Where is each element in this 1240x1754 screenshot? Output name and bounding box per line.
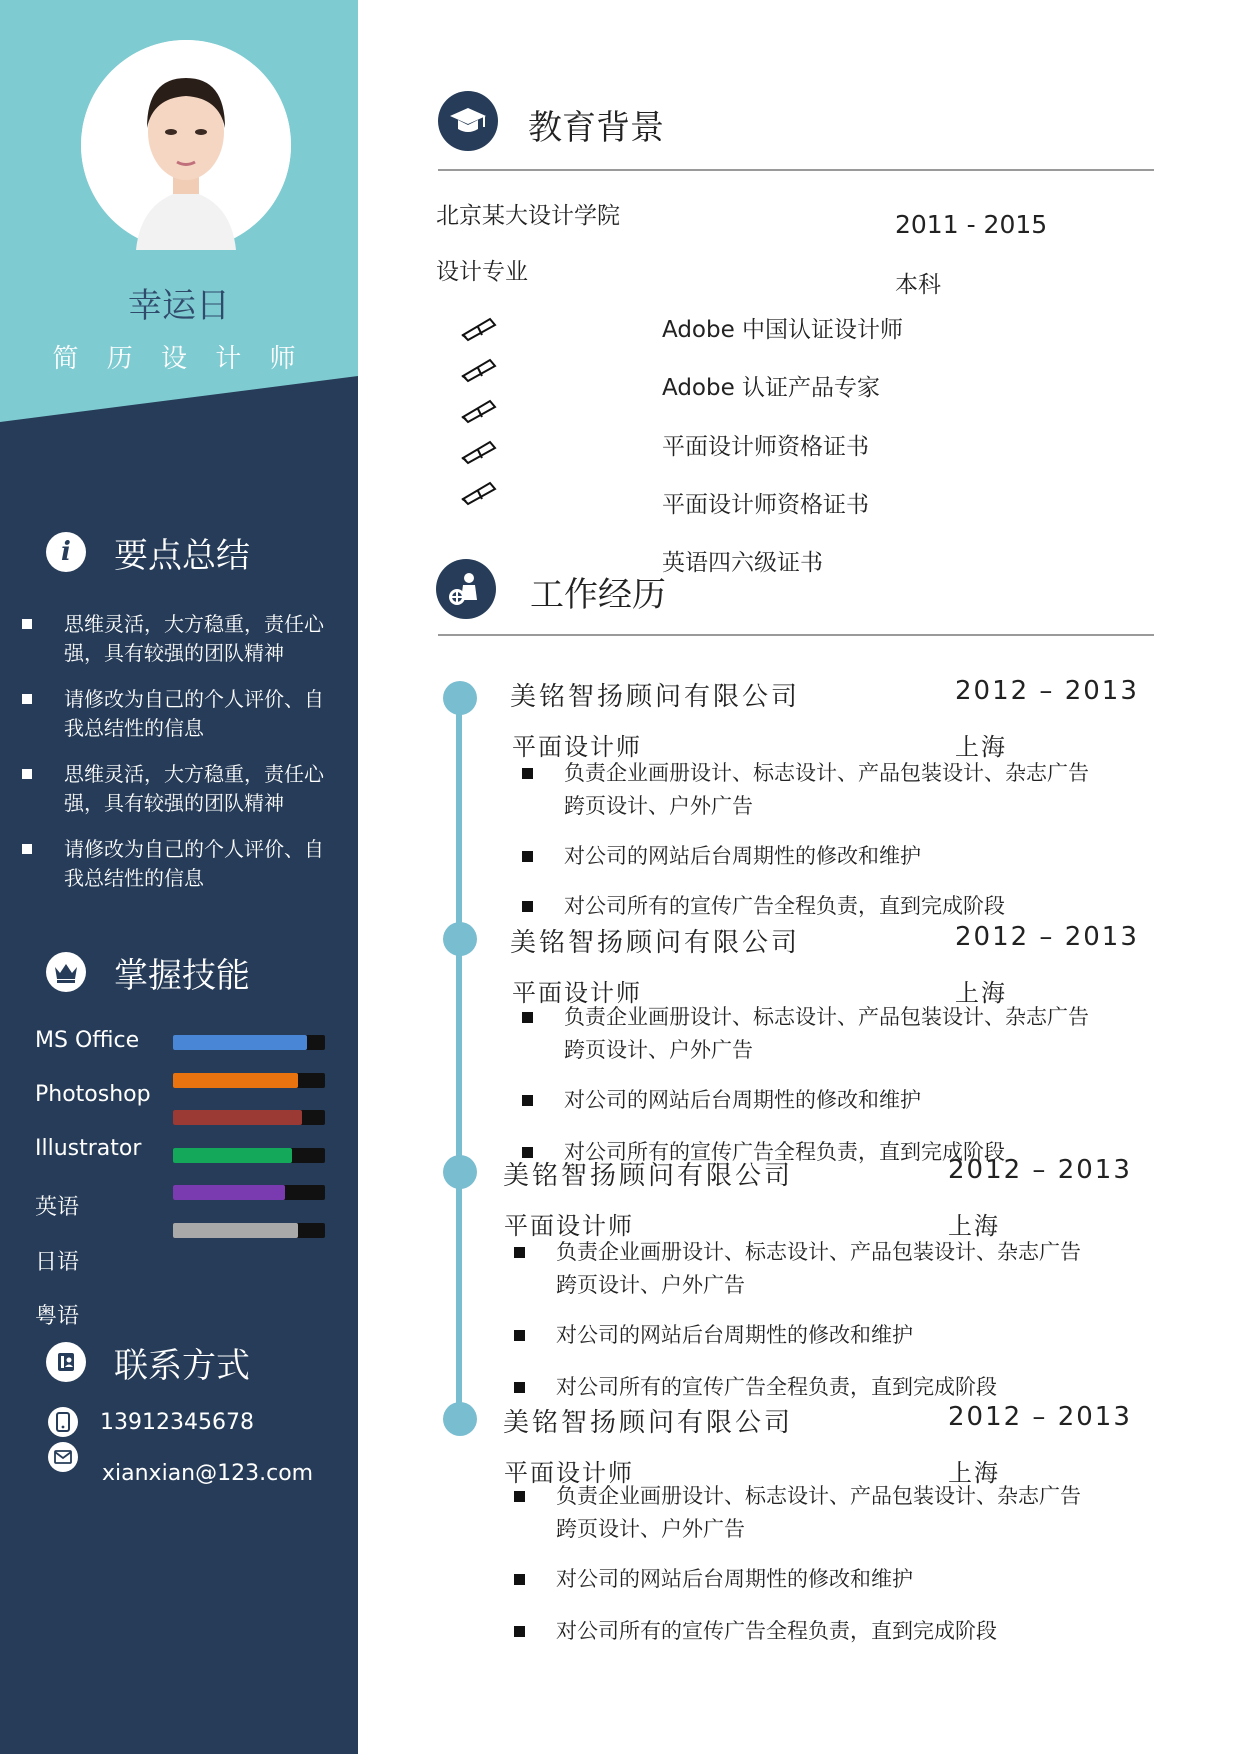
crown-icon — [46, 952, 86, 992]
work-heading: 工作经历 — [530, 575, 666, 615]
job-duties — [504, 1236, 1104, 1399]
job-company: 美铭智扬顾问有限公司 — [503, 1408, 794, 1438]
certificate-icon — [460, 313, 498, 341]
skill-bar-fill — [173, 1185, 285, 1200]
bullet-icon — [514, 1626, 525, 1637]
bullet-icon — [514, 1382, 525, 1393]
education-major: 设计专业 — [436, 259, 528, 285]
contact-heading-label: 联系方式 — [114, 1345, 250, 1386]
summary-item-text: 思维灵活，大方稳重，责任心强，具有较强的团队精神 — [64, 762, 324, 815]
duty-text: 对公司的网站后台周期性的修改和维护 — [564, 1088, 921, 1112]
certificate-icon — [460, 436, 498, 464]
summary-item-text: 请修改为自己的个人评价、自我总结性的信息 — [64, 687, 324, 740]
bullet-icon — [514, 1491, 525, 1502]
certificate-icon — [460, 395, 498, 423]
email-address[interactable]: xianxian@123.com — [102, 1460, 314, 1486]
certificate-label: 平面设计师资格证书 — [662, 492, 869, 518]
skill-bar — [173, 1148, 325, 1163]
profile-title: 简 历 设 计 师 — [52, 344, 306, 374]
job-role: 平面设计师 — [504, 1212, 634, 1240]
bullet-icon — [22, 619, 32, 629]
duty-text: 负责企业画册设计、标志设计、产品包装设计、杂志广告跨页设计、户外广告 — [556, 1240, 1081, 1297]
worker-icon — [436, 559, 496, 619]
skill-bar-fill — [173, 1073, 298, 1088]
skill-bar-fill — [173, 1110, 302, 1125]
job-city: 上海 — [948, 1212, 1000, 1240]
duty-text: 负责企业画册设计、标志设计、产品包装设计、杂志广告跨页设计、户外广告 — [564, 1005, 1089, 1062]
skill-label: MS Office — [35, 1028, 140, 1053]
duty-text: 对公司所有的宣传广告全程负责，直到完成阶段 — [556, 1619, 997, 1643]
phone-icon — [48, 1407, 78, 1437]
certificate-icon — [460, 354, 498, 382]
duty-text: 对公司所有的宣传广告全程负责，直到完成阶段 — [564, 894, 1005, 918]
job-company: 美铭智扬顾问有限公司 — [503, 1161, 794, 1191]
bullet-icon — [522, 1095, 533, 1106]
job-role: 平面设计师 — [512, 979, 642, 1007]
phone-number[interactable]: 13912345678 — [100, 1409, 254, 1435]
timeline-line — [456, 690, 462, 1420]
sidebar — [0, 0, 358, 1754]
duty-text: 对公司所有的宣传广告全程负责，直到完成阶段 — [556, 1375, 997, 1399]
duty-text: 负责企业画册设计、标志设计、产品包装设计、杂志广告跨页设计、户外广告 — [556, 1484, 1081, 1541]
job-duties — [512, 1001, 1112, 1164]
job-role: 平面设计师 — [504, 1459, 634, 1487]
job-company: 美铭智扬顾问有限公司 — [510, 928, 801, 958]
bullet-icon — [22, 844, 32, 854]
skill-bar — [173, 1073, 325, 1088]
timeline-dot — [443, 1155, 477, 1189]
job-duties — [512, 757, 1112, 918]
summary-item-text: 思维灵活，大方稳重，责任心强，具有较强的团队精神 — [64, 612, 324, 665]
email-row-text — [48, 1458, 313, 1488]
education-years: 2011 - 2015 — [895, 210, 1048, 239]
certificate-label: 英语四六级证书 — [662, 550, 823, 576]
job-years: 2012 – 2013 — [955, 676, 1139, 706]
job-years: 2012 – 2013 — [948, 1155, 1132, 1185]
timeline-dot — [443, 681, 477, 715]
job-city: 上海 — [955, 733, 1007, 761]
bullet-icon — [514, 1247, 525, 1258]
certificate-label: Adobe 中国认证设计师 — [662, 317, 904, 343]
skill-label: 日语 — [35, 1250, 80, 1275]
certificate-icon — [460, 477, 498, 505]
summary-item-text: 请修改为自己的个人评价、自我总结性的信息 — [64, 837, 324, 890]
skill-bar-fill — [173, 1148, 292, 1163]
profile-name: 幸运日 — [128, 286, 230, 326]
job-city: 上海 — [955, 979, 1007, 1007]
duty-text: 负责企业画册设计、标志设计、产品包装设计、杂志广告跨页设计、户外广告 — [564, 761, 1089, 818]
job-company: 美铭智扬顾问有限公司 — [510, 682, 801, 712]
skill-label: 英语 — [35, 1195, 80, 1220]
certificate-label: Adobe 认证产品专家 — [662, 375, 881, 401]
skills-heading-label: 掌握技能 — [114, 955, 250, 996]
skill-bar — [173, 1223, 325, 1238]
bullet-icon — [22, 769, 32, 779]
job-role: 平面设计师 — [512, 733, 642, 761]
bullet-icon — [522, 768, 533, 779]
duty-text: 对公司的网站后台周期性的修改和维护 — [556, 1567, 913, 1591]
education-degree: 本科 — [895, 272, 941, 298]
bullet-icon — [22, 694, 32, 704]
education-school: 北京某大设计学院 — [436, 203, 620, 229]
skill-bar-fill — [173, 1223, 298, 1238]
bullet-icon — [522, 901, 533, 912]
timeline-dot — [443, 1402, 477, 1436]
bullet-icon — [514, 1330, 525, 1341]
summary-heading-label: 要点总结 — [114, 535, 250, 576]
info-icon: i — [46, 532, 86, 572]
education-heading: 教育背景 — [528, 108, 664, 148]
job-city: 上海 — [948, 1459, 1000, 1487]
duty-text: 对公司所有的宣传广告全程负责，直到完成阶段 — [564, 1140, 1005, 1164]
skill-label: Illustrator — [35, 1136, 142, 1161]
bullet-icon — [522, 851, 533, 862]
contact-heading — [46, 1340, 250, 1384]
contact-book-icon — [46, 1342, 86, 1382]
duty-text: 对公司的网站后台周期性的修改和维护 — [564, 844, 921, 868]
duty-text: 对公司的网站后台周期性的修改和维护 — [556, 1323, 913, 1347]
skill-bar — [173, 1185, 325, 1200]
timeline-dot — [443, 922, 477, 956]
education-divider — [438, 169, 1154, 171]
graduation-cap-icon — [438, 91, 498, 151]
job-years: 2012 – 2013 — [955, 922, 1139, 952]
skill-bar-fill — [173, 1035, 307, 1050]
skill-bar — [173, 1110, 325, 1125]
profile-photo — [81, 40, 291, 250]
bullet-icon — [522, 1012, 533, 1023]
skill-label: Photoshop — [35, 1082, 151, 1107]
bullet-icon — [514, 1574, 525, 1585]
job-duties — [504, 1480, 1104, 1643]
phone-row — [48, 1407, 254, 1437]
certificate-label: 平面设计师资格证书 — [662, 434, 869, 460]
work-divider — [438, 634, 1154, 636]
skill-bar — [173, 1035, 325, 1050]
skill-label: 粤语 — [35, 1304, 80, 1329]
skills-heading — [46, 950, 250, 994]
job-years: 2012 – 2013 — [948, 1402, 1132, 1432]
summary-heading — [46, 530, 250, 574]
